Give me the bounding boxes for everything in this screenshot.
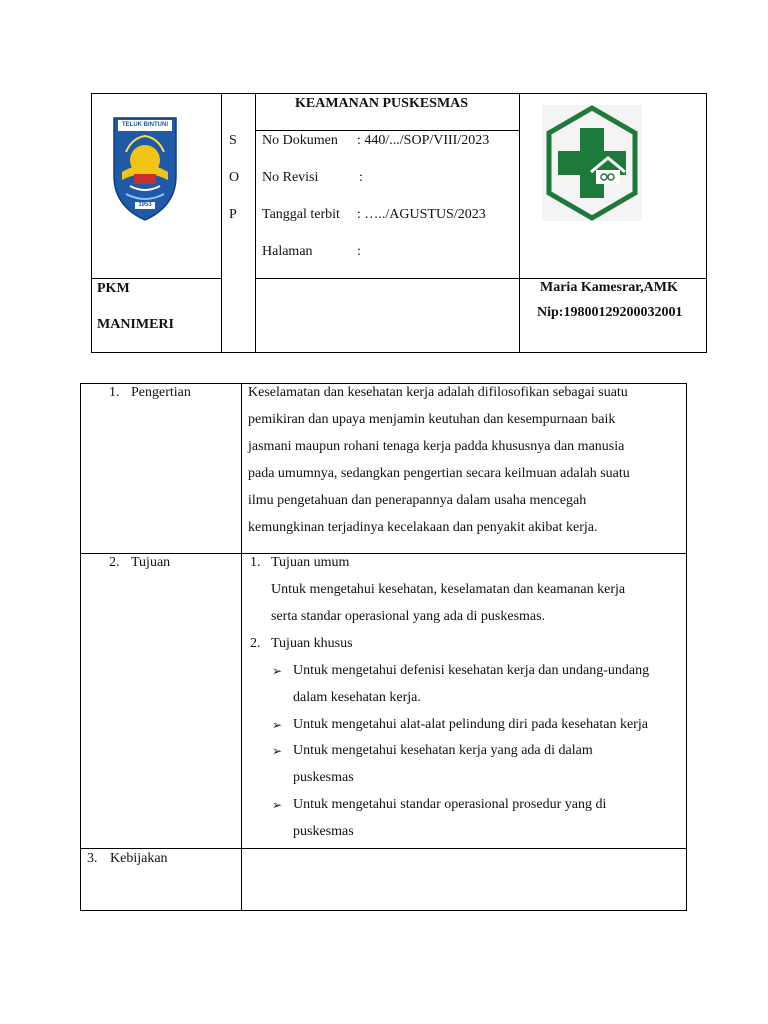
tujuan-khusus-title: Tujuan khusus: [271, 636, 353, 651]
row-number-3: 3.: [87, 851, 98, 866]
arrow-bullet-icon: ➢: [272, 664, 283, 678]
bullet-line: Untuk mengetahui alat-alat pelindung diri pada kesehatan kerja: [293, 717, 648, 732]
row-label-pengertian: Pengertian: [131, 385, 191, 400]
green-cross-icon: [541, 104, 643, 222]
field-label-no-dokumen: No Dokumen: [262, 133, 338, 148]
row-label-kebijakan: Kebijakan: [110, 851, 168, 866]
bullet-item-1: [293, 657, 649, 711]
sop-letter-s: S: [229, 133, 237, 148]
row-label-tujuan: Tujuan: [131, 555, 171, 570]
pengertian-line: pada umumnya, sedangkan pengertian secara keilmuan adalah suatu: [248, 466, 630, 481]
pengertian-text: [248, 379, 630, 541]
bullet-line: dalam kesehatan kerja.: [293, 690, 421, 705]
org-name-line1: PKM: [97, 281, 130, 296]
tujuan-umum-number: 1.: [250, 555, 261, 570]
field-label-tanggal-terbit: Tanggal terbit: [262, 207, 340, 222]
field-value-no-revisi: :: [359, 170, 363, 185]
sop-letter-o: O: [229, 170, 240, 185]
signer-name: Maria Kamesrar,AMK: [540, 280, 678, 295]
field-value-halaman: :: [357, 244, 361, 259]
pengertian-line: Keselamatan dan kesehatan kerja adalah difilosofikan sebagai suatu: [248, 385, 628, 400]
tujuan-umum-title: Tujuan umum: [271, 555, 350, 570]
arrow-bullet-icon: ➢: [272, 744, 283, 758]
field-value-tanggal-terbit: : …../AGUSTUS/2023: [357, 207, 486, 222]
pengertian-line: jasmani maupun rohani tenaga kerja padda khususnya dan manusia: [248, 439, 625, 454]
regency-logo: [110, 114, 180, 224]
row-number-2: 2.: [109, 555, 120, 570]
bullet-item-3: [293, 737, 593, 791]
tujuan-umum-line: serta standar operasional yang ada di puskesmas.: [271, 609, 546, 624]
arrow-bullet-icon: ➢: [272, 718, 283, 732]
bullet-line: puskesmas: [293, 824, 354, 839]
field-value-no-dokumen: : 440/.../SOP/VIII/2023: [357, 133, 490, 148]
pengertian-line: kemungkinan terjadinya kecelakaan dan penyakit akibat kerja.: [248, 520, 598, 535]
logo-text-top: TELUK BINTUNI: [122, 122, 168, 128]
pengertian-line: pemikiran dan upaya menjamin keutuhan dan kesempurnaan baik: [248, 412, 616, 427]
tujuan-khusus-number: 2.: [250, 636, 261, 651]
signer-nip: Nip:19800129200032001: [537, 305, 683, 320]
bullet-item-4: [293, 791, 606, 845]
bullet-line: puskesmas: [293, 770, 354, 785]
logo-text-bottom: 1953: [138, 202, 152, 208]
health-ministry-logo: [541, 104, 643, 222]
field-label-halaman: Halaman: [262, 244, 313, 259]
arrow-bullet-icon: ➢: [272, 798, 283, 812]
org-name-line2: MANIMERI: [97, 317, 174, 332]
bullet-line: Untuk mengetahui defenisi kesehatan kerja dan undang-undang: [293, 663, 650, 678]
row-number-1: 1.: [109, 385, 120, 400]
sop-letter-p: P: [229, 207, 237, 222]
document-title: KEAMANAN PUSKESMAS: [295, 96, 469, 111]
bullet-item-2: [293, 711, 648, 738]
bullet-line: Untuk mengetahui standar operasional prosedur yang di: [293, 797, 607, 812]
bullet-line: Untuk mengetahui kesehatan kerja yang ada di dalam: [293, 743, 593, 758]
pengertian-line: ilmu pengetahuan dan penerapannya dalam usaha mencegah: [248, 493, 587, 508]
tujuan-umum-text: [271, 576, 625, 630]
field-label-no-revisi: No Revisi: [262, 170, 319, 185]
tujuan-umum-line: Untuk mengetahui kesehatan, keselamatan dan keamanan kerja: [271, 582, 626, 597]
